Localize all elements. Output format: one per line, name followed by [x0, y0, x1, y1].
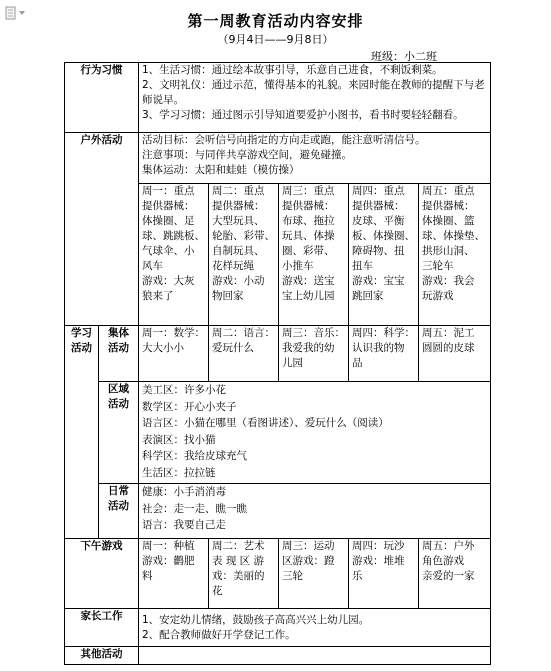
- label-line: 活动: [108, 342, 129, 354]
- cell-line: 大大小小: [142, 342, 184, 354]
- cell-line: 我爱我的幼: [282, 342, 335, 354]
- afternoon-day-thu: [349, 539, 419, 609]
- cell-line: 圈、彩带、: [282, 245, 335, 257]
- cell-line: 表 现 区 游: [212, 555, 265, 567]
- cell-line: 周五：泥工: [422, 327, 475, 339]
- cell-line: 三轮车: [422, 260, 454, 272]
- cell-line: 跳回家: [352, 290, 384, 302]
- cell-line: 爱玩什么: [212, 342, 254, 354]
- cell-line: 周四：重点: [352, 185, 405, 197]
- other-content: [139, 647, 491, 665]
- cell-line: 板、体操圈、: [352, 230, 415, 242]
- outdoor-day-fri: [419, 184, 491, 326]
- cell-line: 游戏：大灰: [142, 275, 195, 287]
- parents-content: [139, 609, 491, 647]
- learning-group-row: [65, 326, 491, 382]
- cell-line: 周二：语言：: [212, 327, 275, 339]
- afternoon-day-wed: [279, 539, 349, 609]
- cell-line: 扭车: [352, 260, 373, 272]
- cell-line: 生活区：拉拉链: [142, 466, 216, 479]
- learning-area-row: [65, 382, 491, 484]
- cell-line: 周四：科学：: [352, 327, 415, 339]
- cell-line: 游戏：堆堆: [352, 555, 405, 567]
- cell-line: 区游戏：蹬: [282, 555, 335, 567]
- cell-line: 提供器械：: [212, 200, 265, 212]
- cell-line: 风车: [142, 260, 163, 272]
- outdoor-label: 户外活动: [65, 133, 139, 326]
- cell-line: 周一：数学：: [142, 327, 205, 339]
- cell-line: 提供器械：: [282, 200, 335, 212]
- cell-line: 提供器械：: [422, 200, 475, 212]
- daily-activity-label: [99, 484, 139, 539]
- cell-line: 周三：音乐：: [282, 327, 345, 339]
- cell-line: 1、安定幼儿情绪，鼓励孩子高高兴兴上幼儿园。: [142, 613, 370, 626]
- other-row: [65, 647, 491, 665]
- label-line: 活动: [108, 398, 129, 410]
- label-line: 活动: [71, 342, 92, 354]
- cell-line: 物回家: [212, 290, 244, 302]
- cell-line: 游戏：送宝: [282, 275, 335, 287]
- cell-line: 大型玩具、: [212, 215, 265, 227]
- cell-line: 周三：运动: [282, 540, 335, 552]
- outdoor-day-thu: [349, 184, 419, 326]
- afternoon-day-mon: [139, 539, 209, 609]
- cell-line: 周五：户外: [422, 540, 475, 552]
- outdoor-info: [139, 133, 491, 184]
- cell-line: 障碍物、扭: [352, 245, 405, 257]
- cell-line: 布球、拖拉: [282, 215, 335, 227]
- cell-line: 美工区：许多小花: [142, 384, 226, 396]
- cell-line: 花样玩绳: [212, 260, 254, 272]
- schedule-table: [64, 62, 491, 665]
- afternoon-day-fri: [419, 539, 491, 609]
- cell-line: 语言区：小猫在哪里（看图讲述）、爱玩什么（阅读）: [142, 417, 389, 429]
- outdoor-goal: 活动目标：会听信号向指定的方向走或跑，能注意听清信号。: [142, 134, 426, 146]
- date-range: （9月4日——9月8日）: [217, 33, 334, 46]
- cell-line: 游戏：宝宝: [352, 275, 405, 287]
- cell-line: 三轮: [282, 570, 303, 582]
- parents-row: [65, 609, 491, 647]
- cell-line: 周二：艺术: [212, 540, 265, 552]
- cell-line: 体操圈、足: [142, 215, 195, 227]
- outdoor-group: 集体运动：太阳和蛙蛙（模仿操）: [142, 164, 300, 176]
- cell-line: 皮球、平衡: [352, 215, 405, 227]
- cell-line: 圆圆的皮球: [422, 342, 475, 354]
- group-day-mon: [139, 326, 209, 382]
- outdoor-info-row: [65, 133, 491, 184]
- cell-line: 数学区：开心小夹子: [142, 400, 237, 413]
- habits-row: [65, 63, 491, 133]
- group-activity-label: [99, 326, 139, 382]
- group-day-thu: [349, 326, 419, 382]
- cell-line: 游戏：鹳肥: [142, 555, 195, 567]
- afternoon-day-tue: [209, 539, 279, 609]
- cell-line: 语言：我要自己走: [142, 519, 226, 531]
- cell-line: 表演区：找小猫: [142, 433, 216, 446]
- outdoor-note: 注意事项：与同伴共享游戏空间，避免碰撞。: [142, 149, 352, 161]
- cell-line: 自制玩具、: [212, 245, 265, 257]
- group-day-fri: [419, 326, 491, 382]
- page-title: 第一周教育活动内容安排: [187, 12, 364, 30]
- cell-line: 周五：重点: [422, 185, 475, 197]
- cell-line: 品: [352, 357, 363, 369]
- cell-line: 2、配合教师做好开学登记工作。: [142, 628, 296, 641]
- cell-line: 亲爱的一家: [422, 570, 475, 582]
- learning-label: [65, 326, 99, 539]
- cell-line: 游戏：小动: [212, 275, 265, 287]
- cell-line: 周四：玩沙: [352, 540, 405, 552]
- cell-line: 社会：走一走、瞧一瞧: [142, 502, 247, 515]
- cell-line: 健康：小手消消毒: [142, 486, 226, 498]
- cell-line: 轮胎、彩带、: [212, 230, 275, 242]
- cell-line: 提供器械：: [352, 200, 405, 212]
- outdoor-day-mon: [139, 184, 209, 326]
- afternoon-label: 下午游戏: [65, 539, 139, 609]
- label-line: 学习: [71, 327, 92, 339]
- habits-line: 1、生活习惯：通过绘本故事引导，乐意自己进食，不剩饭剩菜。: [142, 64, 443, 76]
- cell-line: 周一：种植: [142, 540, 195, 552]
- cell-line: 宝上幼儿园: [282, 290, 335, 302]
- cell-line: 游戏：我会: [422, 275, 475, 287]
- cell-line: 料: [142, 570, 153, 582]
- cell-line: 玩具、体操: [282, 230, 335, 242]
- cell-line: 气球伞、小: [142, 245, 195, 257]
- cell-line: 玩游戏: [422, 290, 454, 302]
- cell-line: 拱形山洞、: [422, 245, 475, 257]
- class-label: 班级：小二班: [371, 50, 437, 63]
- cell-line: 角色游戏: [422, 555, 464, 567]
- cell-line: 科学区：我给皮球充气: [142, 450, 247, 462]
- outdoor-day-tue: [209, 184, 279, 326]
- area-activity-content: [139, 382, 491, 484]
- cell-line: 球、跳跳板、: [142, 230, 205, 242]
- area-activity-label: [99, 382, 139, 484]
- afternoon-row: [65, 539, 491, 609]
- habits-line: 3、学习习惯：通过图示引导知道要爱护小图书，看书时要轻轻翻看。: [142, 109, 464, 121]
- cell-line: 球、体操垫、: [422, 230, 485, 242]
- cell-line: 花: [212, 585, 223, 597]
- label-line: 区域: [108, 383, 129, 395]
- cell-line: 周一：重点: [142, 185, 195, 197]
- habits-label: 行为习惯: [65, 63, 139, 133]
- cell-line: 认识我的物: [352, 342, 405, 354]
- label-line: 集体: [108, 327, 129, 339]
- daily-activity-content: [139, 484, 491, 539]
- cell-line: 乐: [352, 570, 363, 582]
- group-day-tue: [209, 326, 279, 382]
- cell-line: 小推车: [282, 260, 314, 272]
- habits-content: [139, 63, 491, 133]
- cell-line: 儿园: [282, 357, 303, 369]
- outdoor-day-wed: [279, 184, 349, 326]
- parents-label: 家长工作: [65, 609, 139, 647]
- group-day-wed: [279, 326, 349, 382]
- label-line: 活动: [108, 500, 129, 512]
- other-label: 其他活动: [65, 647, 139, 665]
- habits-line: 2、文明礼仪：通过示范，懂得基本的礼貌。来园时能在教师的提醒下与老师说早。: [142, 79, 485, 106]
- label-line: 日常: [108, 485, 129, 497]
- learning-daily-row: [65, 484, 491, 539]
- cell-line: 戏：美丽的: [212, 570, 265, 582]
- cell-line: 狼来了: [142, 290, 174, 302]
- cell-line: 周二：重点: [212, 185, 265, 197]
- cell-line: 提供器械：: [142, 200, 195, 212]
- cell-line: 周三：重点: [282, 185, 335, 197]
- cell-line: 体操圈、篮: [422, 215, 475, 227]
